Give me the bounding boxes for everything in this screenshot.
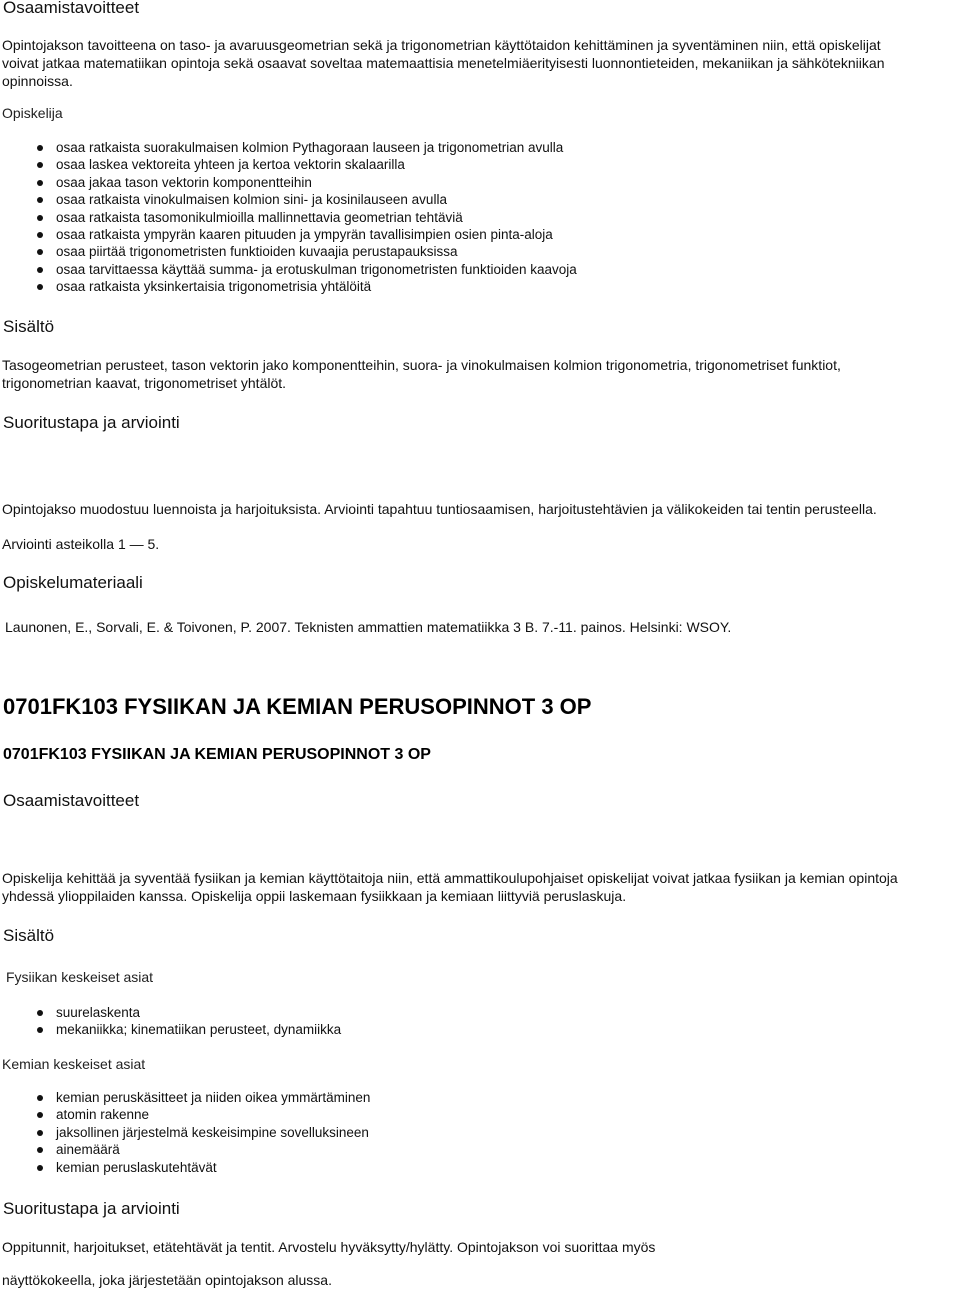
chemistry-label: Kemian keskeiset asiat [2, 1056, 146, 1072]
content-line-2: trigonometrian kaavat, trigonometriset yhtälöt. [2, 375, 287, 391]
section-heading-assessment: Suoritustapa ja arviointi [3, 413, 180, 432]
list-item: suurelaskenta [0, 1004, 960, 1021]
course2-assessment-line-2: näyttökokeella, joka järjestetään opintojakson alussa. [2, 1272, 332, 1288]
list-item: ainemäärä [0, 1141, 960, 1158]
physics-label: Fysiikan keskeiset asiat [6, 969, 154, 985]
section-heading-content: Sisältö [3, 317, 55, 336]
list-item: osaa piirtää trigonometristen funktioiden kuvaajia perustapauksissa [0, 243, 960, 260]
intro-line-2: voivat jatkaa matematiikan opintoja sekä osaavat soveltaa matemaattisia menetelmiäerityisesti luonnontieteiden, mekaniikan ja sähkötekniikan [2, 55, 885, 71]
list-item: osaa ratkaista ympyrän kaaren pituuden ja ympyrän tavallisimpien osien pinta-aloja [0, 226, 960, 243]
course-title: 0701FK103 FYSIIKAN JA KEMIAN PERUSOPINNOT 3 OP [3, 694, 592, 719]
list-item: osaa ratkaista suorakulmaisen kolmion Pythagoraan lauseen ja trigonometrian avulla [0, 139, 960, 156]
section-heading-learning-outcomes: Osaamistavoitteet [3, 0, 140, 17]
list-item: osaa ratkaista yksinkertaisia trigonometrisia yhtälöitä [0, 278, 960, 295]
list-item: jaksollinen järjestelmä keskeisimpine sovelluksineen [0, 1124, 960, 1141]
list-item: kemian peruskäsitteet ja niiden oikea ymmärtäminen [0, 1089, 960, 1106]
goals-list [0, 139, 960, 296]
list-item: osaa laskea vektoreita yhteen ja kertoa vektorin skalaarilla [0, 156, 960, 173]
list-item: atomin rakenne [0, 1106, 960, 1123]
course2-heading-assessment: Suoritustapa ja arviointi [3, 1199, 180, 1218]
grading-scale: Arviointi asteikolla 1 — 5. [2, 536, 160, 552]
section-heading-study-material: Opiskelumateriaali [3, 573, 143, 592]
intro-line-3: opinnoissa. [2, 73, 73, 89]
list-item: osaa ratkaista tasomonikulmioilla mallinnettavia geometrian tehtäviä [0, 209, 960, 226]
assessment-text: Opintojakso muodostuu luennoista ja harjoituksista. Arviointi tapahtuu tuntiosaamisen, harjoitustehtävien ja välikokeiden tai tentin perusteella. [2, 501, 877, 517]
intro-line-1: Opintojakson tavoitteena on taso- ja avaruusgeometrian sekä ja trigonometrian käyttötaidon kehittäminen ja syventäminen niin, että opiskelijat [2, 37, 881, 53]
course2-assessment-line-1: Oppitunnit, harjoitukset, etätehtävät ja tentit. Arvostelu hyväksytty/hylätty. Opintojakson voi suorittaa myös [2, 1239, 656, 1255]
course2-goals-line-1: Opiskelija kehittää ja syventää fysiikan ja kemian käyttötaitoja niin, että ammattikoulupohjaiset opiskelijat voivat jatkaa fysiikan ja kemian opintoja [2, 870, 898, 886]
course2-goals-line-2: yhdessä ylioppilaiden kanssa. Opiskelija oppii laskemaan fysiikkaan ja kemiaan liittyviä peruslaskuja. [2, 888, 627, 904]
list-item: osaa ratkaista vinokulmaisen kolmion sini- ja kosinilauseen avulla [0, 191, 960, 208]
list-item: mekaniikka; kinematiikan perusteet, dynamiikka [0, 1021, 960, 1038]
content-line-1: Tasogeometrian perusteet, tason vektorin jako komponentteihin, suora- ja vinokulmaisen kolmion trigonometria, trigonometriset funktiot, [2, 357, 841, 373]
course2-heading-learning-outcomes: Osaamistavoitteet [3, 791, 140, 810]
list-item: kemian peruslaskutehtävät [0, 1159, 960, 1176]
list-item: osaa jakaa tason vektorin komponentteihin [0, 174, 960, 191]
chemistry-list [0, 1089, 960, 1176]
course2-heading-content: Sisältö [3, 926, 55, 945]
student-label: Opiskelija [2, 105, 63, 121]
physics-list [0, 1004, 960, 1039]
list-item: osaa tarvittaessa käyttää summa- ja erotuskulman trigonometristen funktioiden kaavoja [0, 261, 960, 278]
course-subtitle: 0701FK103 FYSIIKAN JA KEMIAN PERUSOPINNOT 3 OP [3, 746, 431, 763]
study-material-reference: Launonen, E., Sorvali, E. & Toivonen, P. 2007. Teknisten ammattien matematiikka 3 B. 7.-11. painos. Helsinki: WSOY. [5, 619, 732, 635]
